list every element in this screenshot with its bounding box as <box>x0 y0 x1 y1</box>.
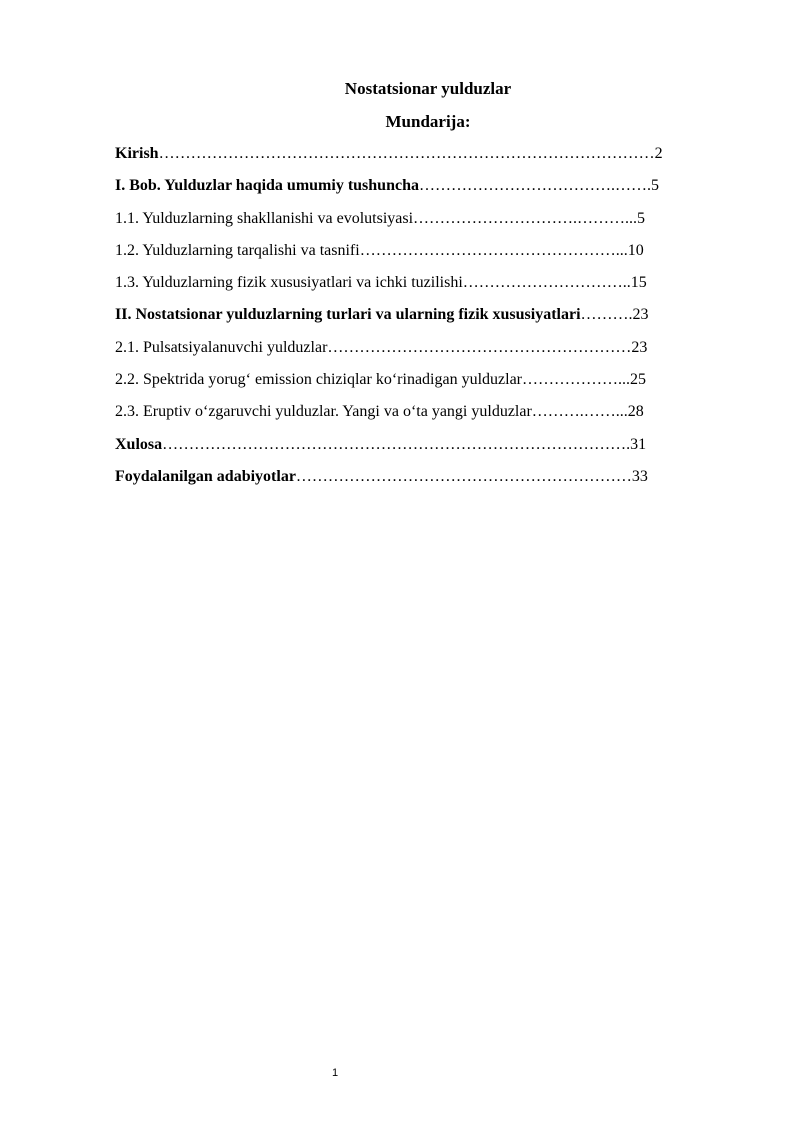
toc-entry-title: 1.3. Yulduzlarning fizik xususiyatlari va ichki tuzilishi <box>115 274 463 292</box>
toc-entry-page: 2 <box>654 145 663 162</box>
toc-entry-title: 2.3. Eruptiv o‘zgaruvchi yulduzlar. Yangi va o‘ta yangi yulduzlar <box>115 403 532 421</box>
toc-entry-leader: ……………………………….……. <box>418 177 651 195</box>
toc-entry-section-1-1 <box>115 207 745 239</box>
toc-entry-leader: ……………………………………………………………………………. <box>162 435 631 453</box>
toc-entry-section-2-3 <box>115 400 745 432</box>
toc-entry-xulosa <box>115 433 745 465</box>
toc-entry-leader: ……………….. <box>522 371 627 389</box>
toc-entry-title: Foydalanilgan adabiyotlar <box>115 467 296 485</box>
toc-entry-references <box>115 465 745 497</box>
toc-entry-leader: ………. <box>580 306 633 324</box>
toc-entry-page: .25 <box>626 371 647 389</box>
toc-entry-section-2-2 <box>115 368 745 400</box>
toc-entry-page: 33 <box>631 467 648 485</box>
toc-entry-title: II. Nostatsionar yulduzlarning turlari va ularning fizik xususiyatlari <box>115 306 581 324</box>
toc-entry-page: 23 <box>632 306 649 324</box>
toc-entry-page: 23 <box>631 338 648 356</box>
table-of-contents <box>115 142 745 497</box>
toc-entry-leader: ……….…….. <box>531 403 624 421</box>
document-title: Nostatsionar yulduzlar <box>344 79 512 98</box>
toc-entry-title: 1.2. Yulduzlarning tarqalishi va tasnifi <box>115 241 360 259</box>
toc-entry-page: 5 <box>650 177 659 195</box>
toc-entry-page: .5 <box>633 209 646 227</box>
toc-entry-section-1-3 <box>115 271 745 303</box>
toc-entry-leader: ……………………………………………………… <box>295 467 632 485</box>
toc-entry-title: Kirish <box>115 145 159 162</box>
toc-entry-section-1-2 <box>115 239 745 271</box>
toc-entry-title: 2.1. Pulsatsiyalanuvchi yulduzlar <box>115 338 328 356</box>
toc-entry-chapter-1 <box>115 174 745 206</box>
page-number: 1 <box>331 1067 339 1079</box>
toc-entry-leader: ………………………….. <box>462 274 631 292</box>
toc-entry-title: 2.2. Spektrida yorug‘ emission chiziqlar ko‘rinadigan yulduzlar <box>115 371 523 389</box>
toc-entry-kirish <box>115 142 745 174</box>
toc-entry-page: .28 <box>623 403 644 421</box>
toc-entry-title: 1.1. Yulduzlarning shakllanishi va evolutsiyasi <box>115 209 414 227</box>
toc-entry-title: Xulosa <box>115 435 163 453</box>
toc-entry-page: 15 <box>630 274 647 292</box>
toc-entry-leader: ………………………………………….. <box>359 241 624 259</box>
toc-entry-leader: ………………………….……….. <box>413 209 634 227</box>
toc-entry-page: 31 <box>630 435 647 453</box>
toc-entry-title: I. Bob. Yulduzlar haqida umumiy tushuncha <box>115 177 419 195</box>
toc-entry-section-2-1 <box>115 336 745 368</box>
toc-entry-leader: ………………………………………………… <box>327 338 632 356</box>
toc-entry-page: .10 <box>623 241 644 259</box>
toc-heading: Mundarija: <box>385 112 471 131</box>
toc-entry-leader: ………………………………………………………………………………… <box>158 145 655 162</box>
toc-entry-chapter-2 <box>115 303 745 335</box>
